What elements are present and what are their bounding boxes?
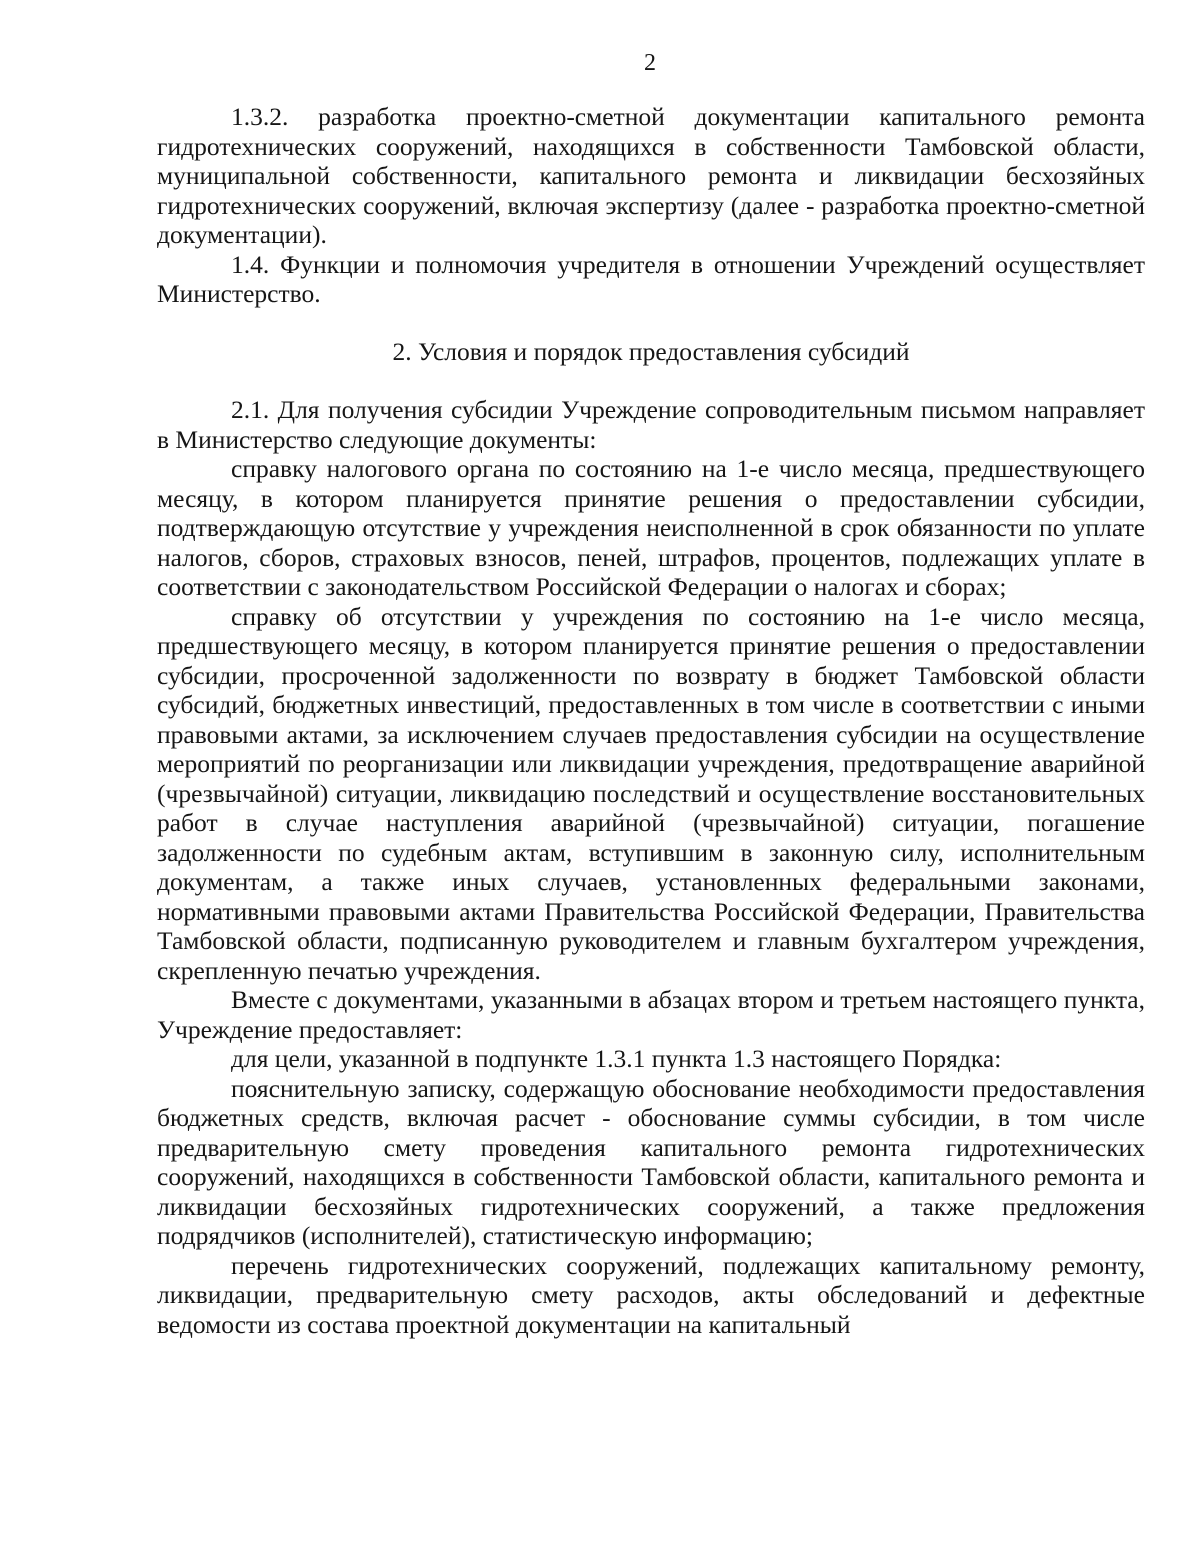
paragraph-explanatory-note: пояснительную записку, содержащую обоснование необходимости предоставления бюджетных средств, включая расчет - обоснование суммы субсидии, в том числе предварительную смету проведения капитального ремонта гидротехнических сооружений, находящихся в собственности Тамбовской области, капитального ремонта и ликвидации бесхозяйных гидротехнических сооружений, а также предложения подрядчиков (исполнителей), статистическую информацию; <box>157 1073 1145 1250</box>
paragraph-additional-documents: Вместе с документами, указанными в абзацах втором и третьем настоящего пункта, Учреждение предоставляет: <box>157 985 1145 1044</box>
paragraph-tax-certificate: справку налогового органа по состоянию на 1-е число месяца, предшествующего месяцу, в котором планируется принятие решения о предоставлении субсидии, подтверждающую отсутствие у учреждения неисполненной в срок обязанности по уплате налогов, сборов, страховых взносов, пеней, штрафов, процентов, подлежащих уплате в соответствии с законодательством Российской Федерации о налогах и сборах; <box>157 454 1145 601</box>
paragraph-1-3-2: 1.3.2. разработка проектно-сметной документации капитального ремонта гидротехнических сооружений, находящихся в собственности Тамбовской области, муниципальной собственности, капитального ремонта и ликвидации бесхозяйных гидротехнических сооружений, включая экспертизу (далее - разработка проектно-сметной документации). <box>157 102 1145 249</box>
paragraph-debt-certificate: справку об отсутствии у учреждения по состоянию на 1-е число месяца, предшествующего месяцу, в котором планируется принятие решения о предоставлении субсидии, просроченной задолженности по возврату в бюджет Тамбовской области субсидий, бюджетных инвестиций, предоставленных в том числе в соответствии с иными правовыми актами, за исключением случаев предоставления субсидии на осуществление мероприятий по реорганизации или ликвидации учреждения, предотвращение аварийной (чрезвычайной) ситуации, ликвидацию последствий и осуществление восстановительных работ в случае наступления аварийной (чрезвычайной) ситуации, погашение задолженности по судебным актам, вступившим в законную силу, исполнительным документам, а также иных случаев, установленных федеральными законами, нормативными правовыми актами Правительства Российской Федерации, Правительства Тамбовской области, подписанную руководителем и главным бухгалтером учреждения, скрепленную печатью учреждения. <box>157 601 1145 985</box>
paragraph-structures-list: перечень гидротехнических сооружений, подлежащих капитальному ремонту, ликвидации, предварительную смету расходов, акты обследований и дефектные ведомости из состава проектной документации на капитальный <box>157 1250 1145 1339</box>
paragraph-2-1: 2.1. Для получения субсидии Учреждение сопроводительным письмом направляет в Министерство следующие документы: <box>157 395 1145 454</box>
page-number: 2 <box>644 50 656 76</box>
paragraph-goal-1-3-1: для цели, указанной в подпункте 1.3.1 пункта 1.3 настоящего Порядка: <box>231 1044 1002 1073</box>
section-heading: 2. Условия и порядок предоставления субсидий <box>392 336 910 366</box>
document-body <box>157 102 1145 1339</box>
paragraph-1-4: 1.4. Функции и полномочия учредителя в отношении Учреждений осуществляет Министерство. <box>157 249 1145 308</box>
